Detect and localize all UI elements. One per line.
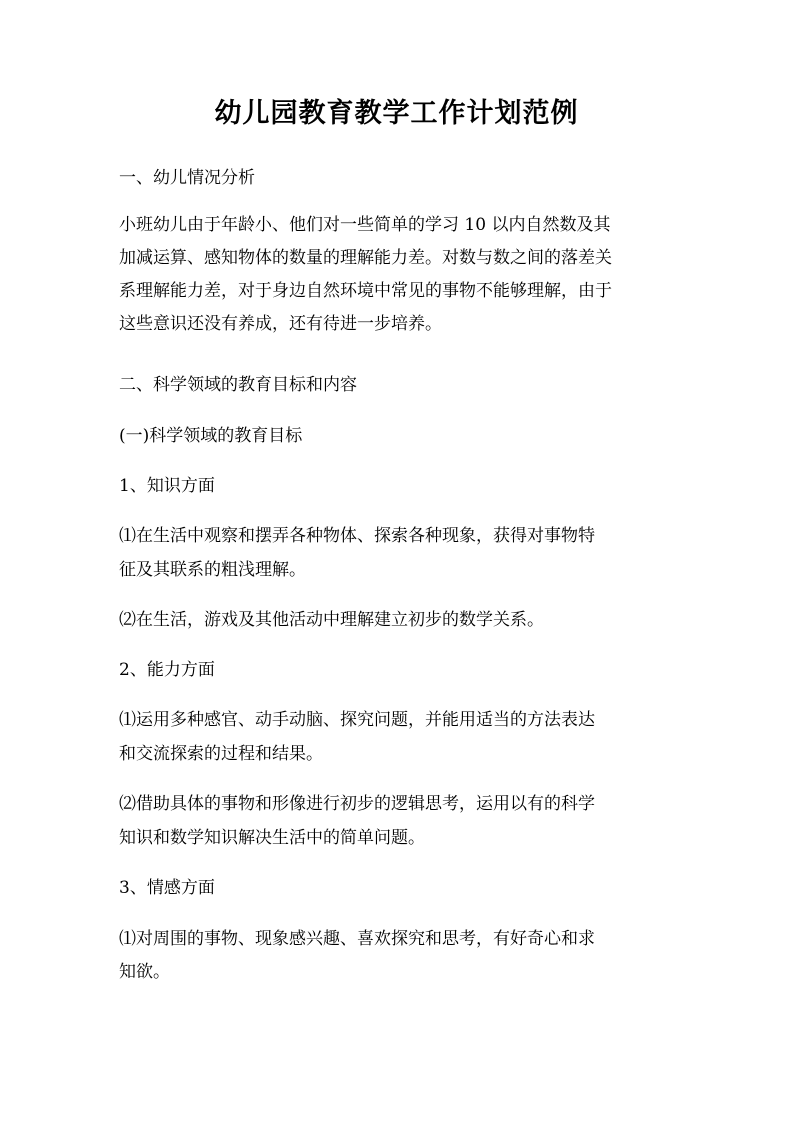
paragraph-line: ⑴对周围的事物、现象感兴趣、喜欢探究和思考，有好奇心和求	[119, 929, 595, 949]
paragraph-line: ⑵在生活，游戏及其他活动中理解建立初步的数学关系。	[119, 610, 544, 630]
subsection-heading: 1、知识方面	[119, 476, 215, 496]
paragraph-line: 加减运算、感知物体的数量的理解能力差。对数与数之间的落差关	[119, 248, 612, 268]
paragraph-line: 这些意识还没有养成，还有待进一步培养。	[119, 314, 442, 334]
section-heading: 一、幼儿情况分析	[119, 168, 255, 188]
paragraph-line: 知欲。	[119, 962, 170, 982]
subsection-heading: 3、情感方面	[119, 878, 215, 898]
subsection-heading: 2、能力方面	[119, 660, 215, 680]
paragraph-line: 小班幼儿由于年龄小、他们对一些简单的学习 10 以内自然数及其	[119, 215, 611, 235]
document-title: 幼儿园教育教学工作计划范例	[214, 98, 579, 129]
paragraph-line: ⑴在生活中观察和摆弄各种物体、探索各种现象，获得对事物特	[119, 526, 595, 546]
paragraph-line: 征及其联系的粗浅理解。	[119, 560, 306, 580]
paragraph-line: 知识和数学知识解决生活中的简单问题。	[119, 828, 425, 848]
section-heading: 二、科学领域的教育目标和内容	[119, 375, 357, 395]
subsection-heading: (一)科学领域的教育目标	[119, 426, 303, 446]
paragraph-line: ⑴运用多种感官、动手动脑、探究问题，并能用适当的方法表达	[119, 710, 595, 730]
paragraph-line: ⑵借助具体的事物和形像进行初步的逻辑思考，运用以有的科学	[119, 794, 595, 814]
paragraph-line: 系理解能力差，对于身边自然环境中常见的事物不能够理解，由于	[119, 281, 612, 301]
paragraph-line: 和交流探索的过程和结果。	[119, 744, 323, 764]
